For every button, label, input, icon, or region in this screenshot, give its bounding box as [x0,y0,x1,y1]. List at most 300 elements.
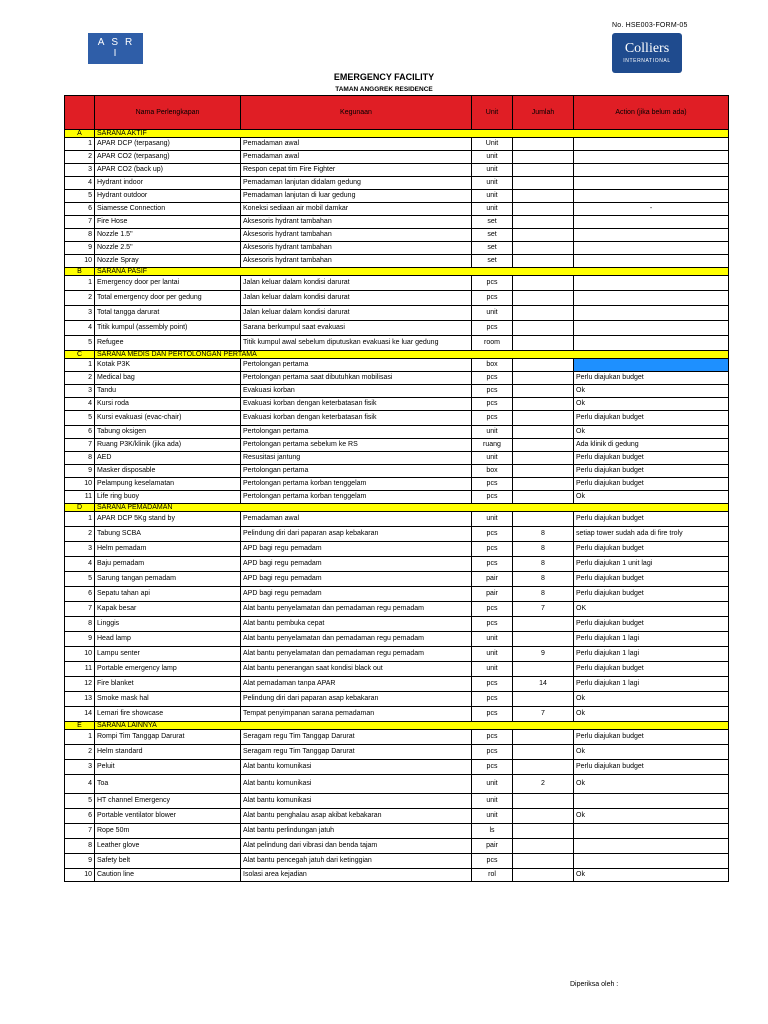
item-qty [513,203,574,216]
item-qty [513,398,574,411]
table-row [65,809,729,824]
item-qty [513,138,574,151]
item-action [574,242,729,255]
row-number: 7 [65,439,95,452]
section-row [65,268,729,276]
item-qty [513,745,574,760]
item-action: Perlu diajukan budget [574,372,729,385]
table-row [65,602,729,617]
item-qty [513,839,574,854]
row-number: 1 [65,359,95,372]
item-use: Alat bantu komunikasi [241,794,472,809]
item-unit: unit [472,151,513,164]
table-row [65,151,729,164]
item-qty [513,255,574,268]
item-name: APAR CO2 (back up) [95,164,241,177]
item-use: Isolasi area kejadian [241,869,472,882]
item-qty [513,491,574,504]
row-number: 6 [65,426,95,439]
row-number: 11 [65,662,95,677]
item-action [574,138,729,151]
row-number: 13 [65,692,95,707]
table-row [65,385,729,398]
item-name: Ruang P3K/klinik (jika ada) [95,439,241,452]
item-action [574,824,729,839]
item-unit: pair [472,587,513,602]
item-name: Sarung tangan pemadam [95,572,241,587]
item-action: Perlu diajukan budget [574,465,729,478]
item-name: Tabung oksigen [95,426,241,439]
item-action [574,164,729,177]
item-unit: unit [472,203,513,216]
header-qty: Jumlah [513,96,574,130]
table-row [65,452,729,465]
item-qty [513,452,574,465]
section-letter: D [65,504,95,512]
item-name: Helm standard [95,745,241,760]
row-number: 1 [65,512,95,527]
item-use: Aksesoris hydrant tambahan [241,229,472,242]
row-number: 2 [65,745,95,760]
item-name: Portable ventilator blower [95,809,241,824]
table-row [65,190,729,203]
item-use: Jalan keluar dalam kondisi darurat [241,276,472,291]
item-name: AED [95,452,241,465]
asri-logo-line2: I [113,48,131,59]
row-number: 5 [65,794,95,809]
emergency-facility-table [64,95,729,882]
table-row [65,707,729,722]
item-name: Lemari fire showcase [95,707,241,722]
item-action [574,190,729,203]
item-name: HT channel Emergency [95,794,241,809]
row-number: 9 [65,632,95,647]
row-number: 10 [65,869,95,882]
item-unit: room [472,336,513,351]
item-unit: pcs [472,385,513,398]
item-name: Hydrant outdoor [95,190,241,203]
row-number: 1 [65,138,95,151]
table-header-row [65,96,729,130]
item-unit: unit [472,794,513,809]
item-use: Alat bantu perlindungan jatuh [241,824,472,839]
item-qty: 14 [513,677,574,692]
item-qty: 7 [513,602,574,617]
table-row [65,677,729,692]
table-row [65,426,729,439]
item-action [574,854,729,869]
row-number: 1 [65,730,95,745]
row-number: 9 [65,854,95,869]
item-use: Pemadaman lanjutan didalam gedung [241,177,472,190]
item-unit: box [472,359,513,372]
item-unit: pcs [472,745,513,760]
item-name: Sepatu tahan api [95,587,241,602]
item-qty [513,760,574,775]
item-name: Fire blanket [95,677,241,692]
item-unit: unit [472,632,513,647]
item-name: Linggis [95,617,241,632]
table-row [65,276,729,291]
item-action [574,291,729,306]
row-number: 4 [65,321,95,336]
item-unit: pcs [472,411,513,426]
section-row [65,351,729,359]
item-name: Peluit [95,760,241,775]
section-name: SARANA PASIF [95,268,729,276]
item-qty [513,216,574,229]
item-use: Titik kumpul awal sebelum diputuskan evakuasi ke luar gedung [241,336,472,351]
row-number: 7 [65,824,95,839]
row-number: 9 [65,465,95,478]
section-name: SARANA LAINNYA [95,722,729,730]
item-qty [513,411,574,426]
table-row [65,229,729,242]
item-action: Perlu diajukan budget [574,617,729,632]
item-unit: unit [472,512,513,527]
item-use: Alat bantu pembuka cepat [241,617,472,632]
item-qty [513,359,574,372]
item-use: Alat bantu penghalau asap akibat kebakaran [241,809,472,824]
item-unit: pcs [472,321,513,336]
table-row [65,336,729,351]
table-row [65,557,729,572]
item-use: Pemadaman awal [241,512,472,527]
item-action: Ok [574,426,729,439]
item-name: APAR DCP 5Kg stand by [95,512,241,527]
table-row [65,465,729,478]
row-number: 2 [65,291,95,306]
item-action [574,216,729,229]
item-action: Perlu diajukan budget [574,730,729,745]
item-unit: pcs [472,542,513,557]
item-name: Toa [95,775,241,794]
item-unit: pcs [472,478,513,491]
asri-logo [88,33,143,64]
item-action: Perlu diajukan budget [574,542,729,557]
item-name: Rope 50m [95,824,241,839]
item-action: Perlu diajukan budget [574,478,729,491]
item-qty [513,730,574,745]
row-number: 11 [65,491,95,504]
item-unit: unit [472,190,513,203]
section-letter: E [65,722,95,730]
item-use: Seragam regu Tim Tanggap Darurat [241,745,472,760]
item-name: Caution line [95,869,241,882]
item-qty [513,306,574,321]
item-name: Medical bag [95,372,241,385]
item-name: Kursi evakuasi (evac-chair) [95,411,241,426]
table-row [65,572,729,587]
table-row [65,662,729,677]
table-row [65,824,729,839]
header-use: Kegunaan [241,96,472,130]
table-row [65,398,729,411]
item-action [574,276,729,291]
item-name: Tandu [95,385,241,398]
header-unit: Unit [472,96,513,130]
section-row [65,504,729,512]
item-qty [513,177,574,190]
item-name: Lampu senter [95,647,241,662]
item-unit: unit [472,647,513,662]
table-row [65,321,729,336]
table-row [65,359,729,372]
item-action [574,321,729,336]
item-qty [513,190,574,203]
section-name: SARANA AKTIF [95,130,729,138]
row-number: 3 [65,542,95,557]
item-use: Aksesoris hydrant tambahan [241,255,472,268]
item-unit: set [472,216,513,229]
item-unit: unit [472,426,513,439]
row-number: 7 [65,602,95,617]
section-letter: C [65,351,95,359]
item-name: Siamesse Connection [95,203,241,216]
row-number: 4 [65,775,95,794]
row-number: 8 [65,839,95,854]
table-row [65,411,729,426]
table-row [65,542,729,557]
colliers-logo-name: Colliers [624,41,670,56]
table-row [65,491,729,504]
row-number: 8 [65,452,95,465]
item-unit: pcs [472,760,513,775]
page-subtitle: TAMAN ANGGREK RESIDENCE [335,86,433,93]
item-use: Alat bantu penyelamatan dan pemadaman regu pemadam [241,647,472,662]
item-qty [513,662,574,677]
item-unit: pcs [472,617,513,632]
row-number: 5 [65,572,95,587]
row-number: 6 [65,587,95,602]
table-row [65,794,729,809]
item-name: Helm pemadam [95,542,241,557]
item-qty [513,854,574,869]
checked-by-label: Diperiksa oleh : [570,981,619,988]
item-unit: pcs [472,527,513,542]
item-use: Pemadaman awal [241,138,472,151]
item-name: Life ring buoy [95,491,241,504]
item-unit: pcs [472,372,513,385]
item-use: Pertolongan pertama korban tenggelam [241,491,472,504]
table-row [65,203,729,216]
row-number: 8 [65,229,95,242]
item-use: Alat pemadaman tanpa APAR [241,677,472,692]
item-action: Ok [574,775,729,794]
table-row [65,291,729,306]
table-row [65,839,729,854]
item-unit: Unit [472,138,513,151]
item-qty [513,794,574,809]
item-action [574,359,729,372]
table-row [65,760,729,775]
section-row [65,130,729,138]
item-unit: pcs [472,730,513,745]
item-qty: 8 [513,527,574,542]
item-qty: 8 [513,542,574,557]
table-row [65,372,729,385]
row-number: 10 [65,478,95,491]
item-name: Leather glove [95,839,241,854]
row-number: 3 [65,164,95,177]
item-name: Total tangga darurat [95,306,241,321]
item-unit: unit [472,809,513,824]
item-use: APD bagi regu pemadam [241,572,472,587]
row-number: 3 [65,385,95,398]
item-action: Perlu diajukan budget [574,572,729,587]
row-number: 14 [65,707,95,722]
item-qty [513,336,574,351]
table-row [65,632,729,647]
table-row [65,527,729,542]
item-use: APD bagi regu pemadam [241,587,472,602]
item-use: Aksesoris hydrant tambahan [241,242,472,255]
row-number: 6 [65,203,95,216]
table-row [65,745,729,760]
item-use: Pelindung diri dari paparan asap kebakaran [241,527,472,542]
table-row [65,512,729,527]
table-row [65,854,729,869]
row-number: 2 [65,372,95,385]
item-use: Alat bantu penyelamatan dan pemadaman regu pemadam [241,632,472,647]
item-action: Perlu diajukan budget [574,411,729,426]
item-qty [513,439,574,452]
item-unit: pair [472,572,513,587]
item-unit: pair [472,839,513,854]
item-qty [513,151,574,164]
row-number: 5 [65,190,95,203]
item-qty [513,321,574,336]
item-qty: 8 [513,557,574,572]
item-action: Perlu diajukan 1 unit lagi [574,557,729,572]
item-name: Rompi Tim Tanggap Darurat [95,730,241,745]
row-number: 2 [65,151,95,164]
item-use: Pertolongan pertama [241,465,472,478]
table-row [65,216,729,229]
item-action: Perlu diajukan budget [574,760,729,775]
item-use: Evakuasi korban [241,385,472,398]
table-row [65,255,729,268]
item-unit: unit [472,452,513,465]
item-action [574,839,729,854]
table-row [65,164,729,177]
item-unit: unit [472,775,513,794]
row-number: 3 [65,760,95,775]
item-use: Jalan keluar dalam kondisi darurat [241,306,472,321]
item-unit: pcs [472,707,513,722]
item-name: Masker disposable [95,465,241,478]
item-qty [513,229,574,242]
row-number: 6 [65,809,95,824]
section-name: SARANA MEDIS DAN PERTOLONGAN PERTAMA [95,351,729,359]
item-unit: pcs [472,398,513,411]
item-unit: pcs [472,491,513,504]
item-use: Evakuasi korban dengan keterbatasan fisik [241,411,472,426]
item-unit: unit [472,177,513,190]
item-name: Smoke mask hal [95,692,241,707]
item-use: Sarana berkumpul saat evakuasi [241,321,472,336]
row-number: 4 [65,177,95,190]
item-qty [513,276,574,291]
item-name: APAR DCP (terpasang) [95,138,241,151]
colliers-logo [612,33,682,73]
item-qty [513,692,574,707]
item-action: Perlu diajukan 1 lagi [574,677,729,692]
item-qty: 8 [513,587,574,602]
section-letter: B [65,268,95,276]
item-action: Ok [574,491,729,504]
item-unit: pcs [472,557,513,572]
item-action: OK [574,602,729,617]
item-unit: ruang [472,439,513,452]
table-row [65,647,729,662]
table-row [65,138,729,151]
table-row [65,242,729,255]
table-row [65,617,729,632]
item-use: Pertolongan pertama [241,359,472,372]
item-use: Alat bantu penerangan saat kondisi black out [241,662,472,677]
item-unit: ls [472,824,513,839]
item-unit: unit [472,662,513,677]
item-unit: box [472,465,513,478]
row-number: 4 [65,398,95,411]
item-unit: pcs [472,291,513,306]
item-action: - [574,203,729,216]
table-row [65,692,729,707]
item-use: Koneksi sediaan air mobil damkar [241,203,472,216]
item-action [574,151,729,164]
item-use: APD bagi regu pemadam [241,542,472,557]
item-name: Kapak besar [95,602,241,617]
section-name: SARANA PEMADAMAN [95,504,729,512]
item-action: Ok [574,707,729,722]
item-name: Pelampung keselamatan [95,478,241,491]
section-row [65,722,729,730]
item-qty [513,869,574,882]
item-unit: pcs [472,602,513,617]
item-use: Pertolongan pertama korban tenggelam [241,478,472,491]
table-row [65,775,729,794]
document-number: No. HSE003-FORM-05 [612,22,688,29]
item-name: Nozzle 1.5" [95,229,241,242]
item-use: Resusitasi jantung [241,452,472,465]
item-use: Alat pelindung dari vibrasi dan benda tajam [241,839,472,854]
item-name: Safety belt [95,854,241,869]
table-row [65,177,729,190]
item-action [574,306,729,321]
item-qty [513,385,574,398]
item-qty [513,512,574,527]
row-number: 12 [65,677,95,692]
section-letter: A [65,130,95,138]
item-name: Kotak P3K [95,359,241,372]
item-unit: set [472,255,513,268]
item-qty [513,478,574,491]
row-number: 9 [65,242,95,255]
item-name: Nozzle 2.5" [95,242,241,255]
item-unit: set [472,242,513,255]
item-qty [513,164,574,177]
item-use: Alat bantu pencegah jatuh dari ketinggian [241,854,472,869]
item-name: Total emergency door per gedung [95,291,241,306]
item-qty [513,372,574,385]
table-row [65,439,729,452]
item-action: Ok [574,869,729,882]
item-action: Ok [574,692,729,707]
item-unit: pcs [472,276,513,291]
item-action: Ok [574,809,729,824]
item-action: Ok [574,398,729,411]
